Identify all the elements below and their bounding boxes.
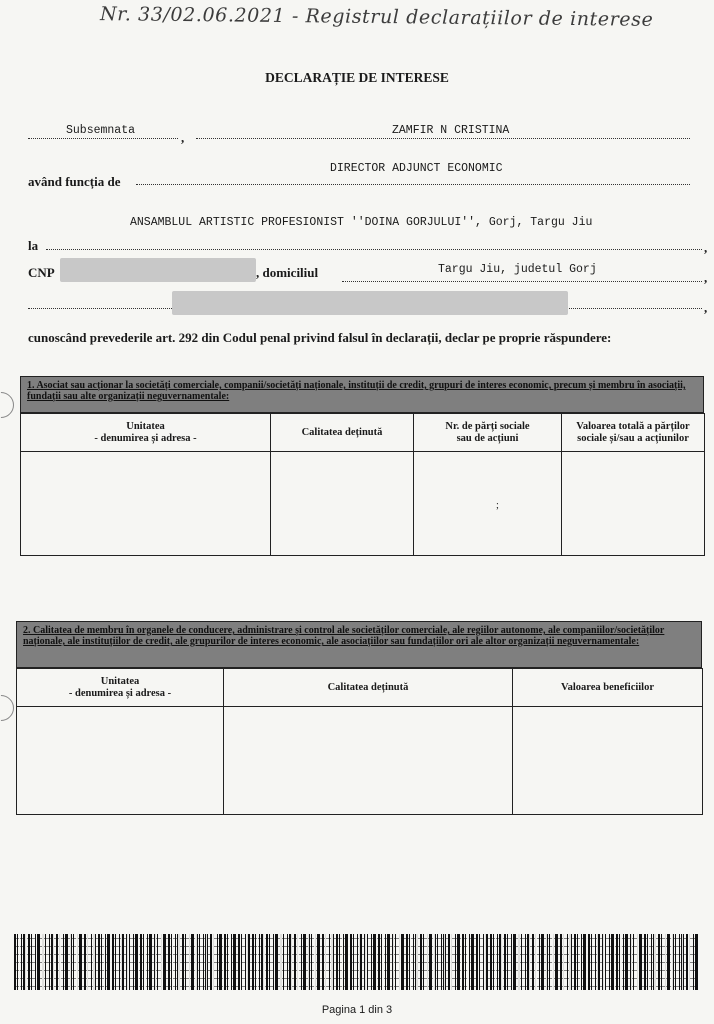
subsemnata-comma: , — [181, 130, 185, 145]
section1-col-unitatea: Unitatea - denumirea și adresa - — [21, 414, 271, 452]
declarant-function: DIRECTOR ADJUNCT ECONOMIC — [330, 162, 503, 175]
cnp-redacted — [60, 258, 256, 282]
declarant-name: ZAMFIR N CRISTINA — [392, 124, 510, 137]
subsemnata-dotted-line — [28, 137, 178, 139]
table-cell — [271, 452, 414, 556]
section1-col-calitatea: Calitatea deținută — [271, 414, 414, 452]
document-barcode-texture — [14, 934, 698, 990]
section1-col-nr-parti: Nr. de părți sociale sau de acțiuni — [414, 414, 562, 452]
address-comma: , — [704, 300, 708, 315]
legal-statement: cunoscând prevederile art. 292 din Codul penal privind falsul în declarații, declar pe proprie răspundere: — [28, 330, 612, 345]
table-cell — [414, 452, 562, 556]
subsemnata-label: Subsemnata — [66, 124, 136, 137]
la-label: la — [28, 238, 39, 253]
section2-header-row — [17, 669, 703, 707]
stray-mark: ; — [496, 499, 499, 511]
name-dotted-line — [196, 137, 690, 139]
section1-col-valoarea: Valoarea totală a părților sociale și/sau a acțiunilor — [562, 414, 705, 452]
cnp-label: CNP — [28, 265, 55, 280]
punch-hole-mark-1 — [0, 387, 19, 424]
function-dotted-line — [136, 183, 690, 185]
table-cell — [562, 452, 705, 556]
section2-col-calitatea: Calitatea deținută — [224, 669, 513, 707]
table-row — [21, 452, 705, 556]
domicile-dotted-line — [342, 280, 702, 282]
handwritten-registry-note: Nr. 33/02.06.2021 - Registrul declarațiilor de interese — [99, 3, 654, 31]
section2-table — [16, 668, 703, 815]
domicile-value: Targu Jiu, judetul Gorj — [438, 263, 597, 276]
domicile-comma: , — [704, 270, 708, 285]
table-row — [17, 707, 703, 815]
address-redacted — [172, 291, 568, 315]
page-number: Pagina 1 din 3 — [321, 1004, 393, 1016]
table-cell — [513, 707, 703, 815]
institution-name: ANSAMBLUL ARTISTIC PROFESIONIST ''DOINA GORJULUI'', Gorj, Targu Jiu — [130, 216, 593, 229]
table-cell — [21, 452, 271, 556]
document-title: DECLARAȚIE DE INTERESE — [265, 70, 449, 85]
institution-comma: , — [704, 240, 708, 255]
section1-table — [20, 413, 705, 556]
section2-col-valoarea: Valoarea beneficiilor — [513, 669, 703, 707]
function-label: având funcția de — [28, 174, 121, 189]
section2-heading: 2. Calitatea de membru în organele de conducere, administrare și control ale societăților comerciale, ale regiilor autonome, ale companiilor/societăților naționale, ale instituțiilor de credit, ale grupurilor de interes economic, ale asociațiilor sau fundațiilor ori ale altor organizații neguvernamentale: — [16, 621, 702, 668]
domicile-label: , domiciliul — [256, 265, 319, 280]
institution-dotted-line — [46, 248, 702, 250]
section1-header-row — [21, 414, 705, 452]
table-cell — [224, 707, 513, 815]
section1-heading: 1. Asociat sau acționar la societăți comerciale, companii/societăți naționale, instituții de credit, grupuri de interes economic, precum și membru în asociații, fundații sau alte organizații neguvernamentale: — [20, 376, 704, 413]
table-cell — [17, 707, 224, 815]
section2-col-unitatea: Unitatea - denumirea și adresa - — [17, 669, 224, 707]
